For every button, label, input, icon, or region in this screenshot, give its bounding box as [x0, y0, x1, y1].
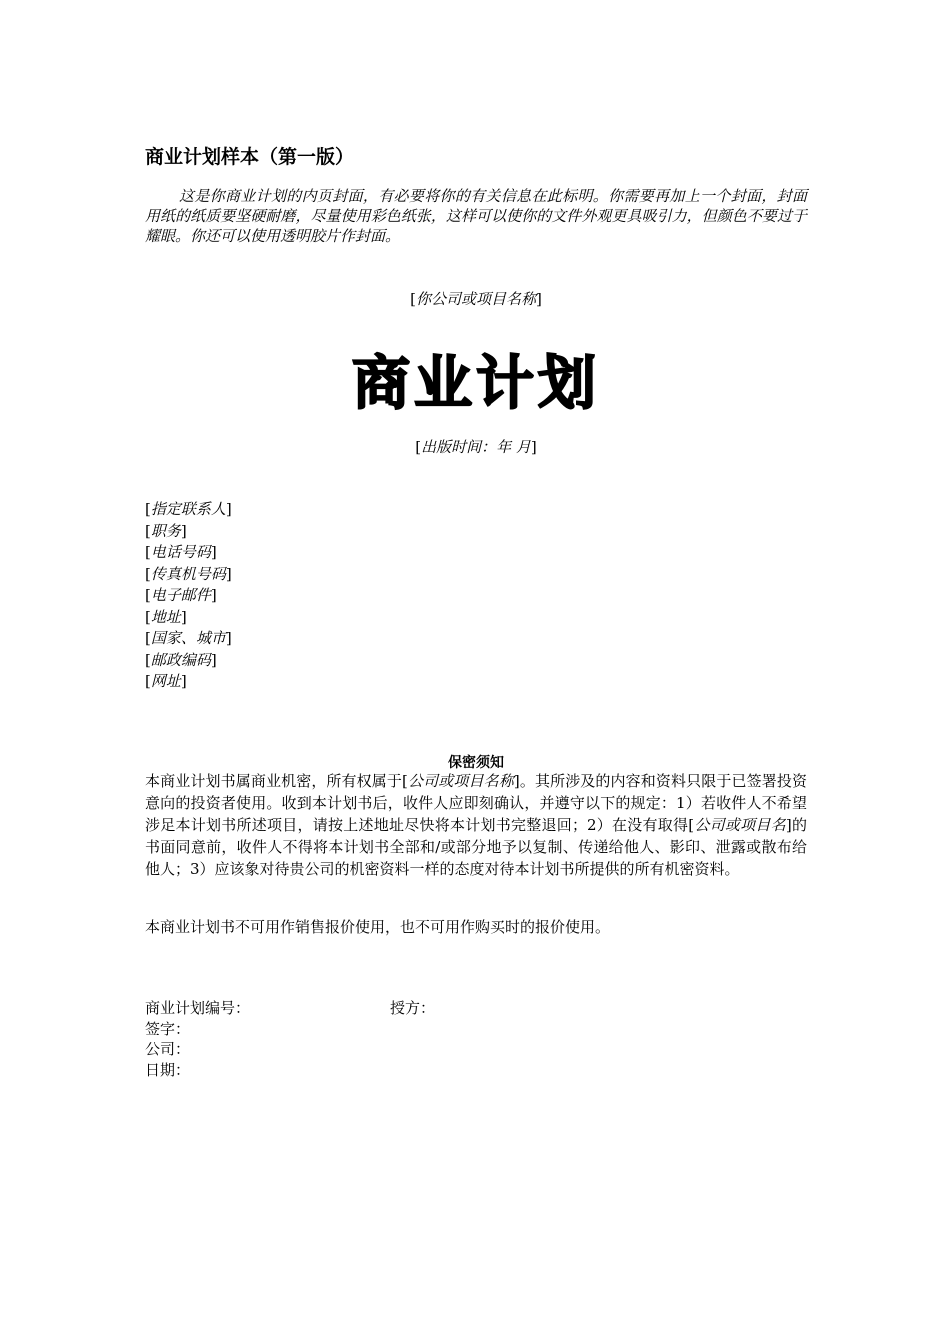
confidentiality-body: 本商业计划书属商业机密，所有权属于[公司或项目名称]。其所涉及的内容和资料只限于已签署投资意向的投资者使用。收到本计划书后，收件人应即刻确认，并遵守以下的规定：1）若收件人不希望涉足本计划书所述项目，请按上述地址尽快将本计划书完整退回；2）在没有取得[公司或项目名]的书面同意前，收件人不得将本计划书全部和/或部分地予以复制、传递给他人、影印、泄露或散布给他人；3）应该象对待贵公司的机密资料一样的态度对待本计划书所提供的所有机密资料。 — [145, 772, 807, 878]
plan-number-label: 商业计划编号： — [145, 999, 251, 1017]
contact-item: [指定联系人] — [145, 500, 232, 518]
signature-row — [145, 1019, 807, 1040]
date-row — [145, 1060, 807, 1081]
company-name-placeholder: [你公司或项目名称] — [410, 290, 542, 308]
contact-item: [网址] — [145, 672, 187, 690]
signature-label: 签字： — [145, 1019, 191, 1038]
contact-item: [国家、城市] — [145, 629, 232, 647]
grantee-label: 授方： — [390, 999, 436, 1017]
contact-item: [职务] — [145, 521, 187, 540]
contact-item: [电子邮件] — [145, 586, 217, 604]
date-label: 日期： — [145, 1060, 191, 1079]
publish-date-text: 出版时间：年 月 — [421, 438, 531, 456]
plan-number-row — [145, 998, 807, 1019]
company-name-text: 你公司或项目名称 — [415, 290, 536, 308]
company-label: 公司： — [145, 1040, 191, 1058]
confidentiality-note: 本商业计划书不可用作销售报价使用，也不可用作购买时的报价使用。 — [145, 918, 611, 936]
document-heading: 商业计划样本（第一版） — [145, 146, 355, 168]
contact-item: [邮政编码] — [145, 650, 217, 669]
document-page — [145, 0, 807, 1344]
confidentiality-heading: 保密须知 — [448, 755, 504, 771]
contact-item: [地址] — [145, 607, 187, 626]
intro-paragraph: 这是你商业计划的内页封面，有必要将你的有关信息在此标明。你需要再加上一个封面，封面用纸的纸质要坚硬耐磨，尽量使用彩色纸张，这样可以使你的文件外观更具吸引力，但颜色不要过于耀眼。你还可以使用透明胶片作封面。 — [145, 187, 807, 245]
company-row — [145, 1039, 807, 1060]
main-title: 商业计划 — [351, 349, 600, 417]
publish-date-placeholder: [出版时间：年 月] — [415, 438, 537, 456]
contact-info-list — [145, 499, 232, 693]
contact-item: [电话号码] — [145, 543, 217, 561]
signature-block — [145, 998, 807, 1080]
contact-item: [传真机号码] — [145, 564, 232, 583]
